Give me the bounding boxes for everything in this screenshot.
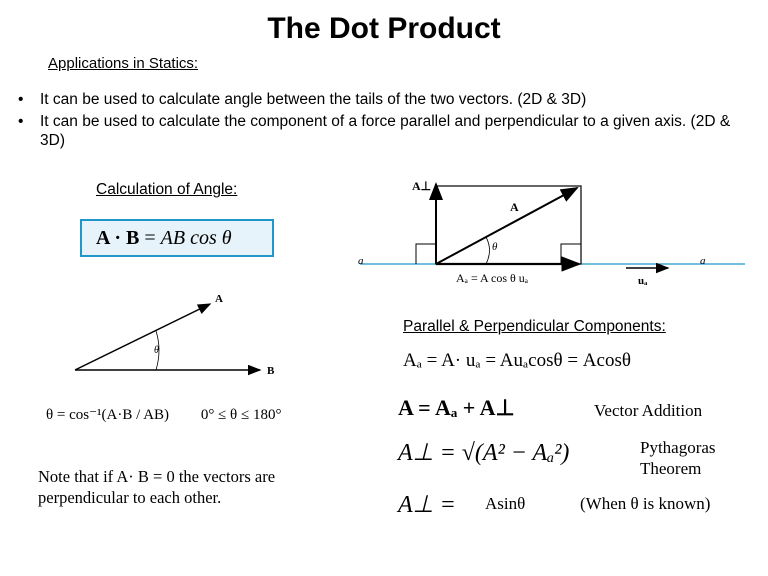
perpendicular-equation: A⊥ = — [398, 492, 456, 518]
theta-label: θ — [154, 345, 159, 356]
pythagoras-label-line-2: Theorem — [640, 459, 702, 478]
theta-label: θ — [492, 241, 498, 253]
perpendicular-note: Note that if A· B = 0 the vectors are perpendicular to each other. — [38, 467, 276, 507]
dot-product-formula-box — [80, 219, 274, 257]
perpendicular-value: Asinθ — [485, 494, 526, 513]
vector-addition-equation: A = Aₐ + A⊥ — [398, 395, 515, 420]
right-angle-marker-left — [416, 244, 436, 264]
right-angle-marker-right — [561, 244, 581, 264]
vector-addition-label: Vector Addition — [594, 401, 703, 420]
bullet-icon: • — [18, 113, 24, 130]
formula-eq: = — [139, 227, 161, 249]
a-perp-label: A⊥ — [412, 179, 432, 193]
a-parallel-label: Aₐ = A cos θ uₐ — [456, 271, 529, 285]
angle-arc — [486, 237, 490, 264]
pythagoras-label — [640, 437, 716, 479]
bullet-item — [18, 90, 748, 109]
vector-a-arrow — [75, 304, 210, 370]
bullet-icon: • — [18, 91, 24, 108]
bullet-text: It can be used to calculate angle between the tails of the two vectors. (2D & 3D) — [40, 91, 587, 108]
angle-section-heading: Calculation of Angle: — [96, 181, 238, 198]
pythagoras-label-line-1: Pythagoras — [640, 438, 716, 457]
bullet-text: It can be used to calculate the component of a force parallel and perpendicular to a given axis. (2D & 3D) — [40, 113, 731, 149]
theta-formula-expression: θ = cos⁻¹(A·B / AB) — [46, 407, 170, 423]
page-title: The Dot Product — [267, 12, 501, 45]
pythagoras-equation: A⊥ = √(A² − Aₐ²) — [398, 440, 570, 466]
perpendicular-condition-note: (When θ is known) — [580, 494, 711, 513]
theta-formula — [46, 405, 281, 424]
vector-a-label: A — [510, 200, 519, 214]
vector-a-label: A — [215, 293, 223, 305]
axis-label-left: a — [358, 255, 364, 267]
parallel-component-equation: Aₐ = A· uₐ = Auₐcosθ = Acosθ — [403, 350, 631, 371]
applications-heading: Applications in Statics: — [48, 55, 199, 72]
angle-diagram — [60, 290, 290, 390]
axis-label-right: a — [700, 255, 706, 267]
components-diagram — [350, 172, 760, 292]
bullet-item — [18, 112, 748, 150]
unit-vector-ua-label: uₐ — [638, 275, 648, 287]
vector-a-arrow — [436, 188, 577, 264]
theta-range: 0° ≤ θ ≤ 180° — [200, 407, 282, 423]
formula-lhs: A · B — [96, 227, 140, 249]
components-section-heading: Parallel & Perpendicular Components: — [403, 318, 666, 335]
vector-b-label: B — [267, 365, 275, 377]
formula-rhs: AB cos θ — [160, 227, 232, 249]
